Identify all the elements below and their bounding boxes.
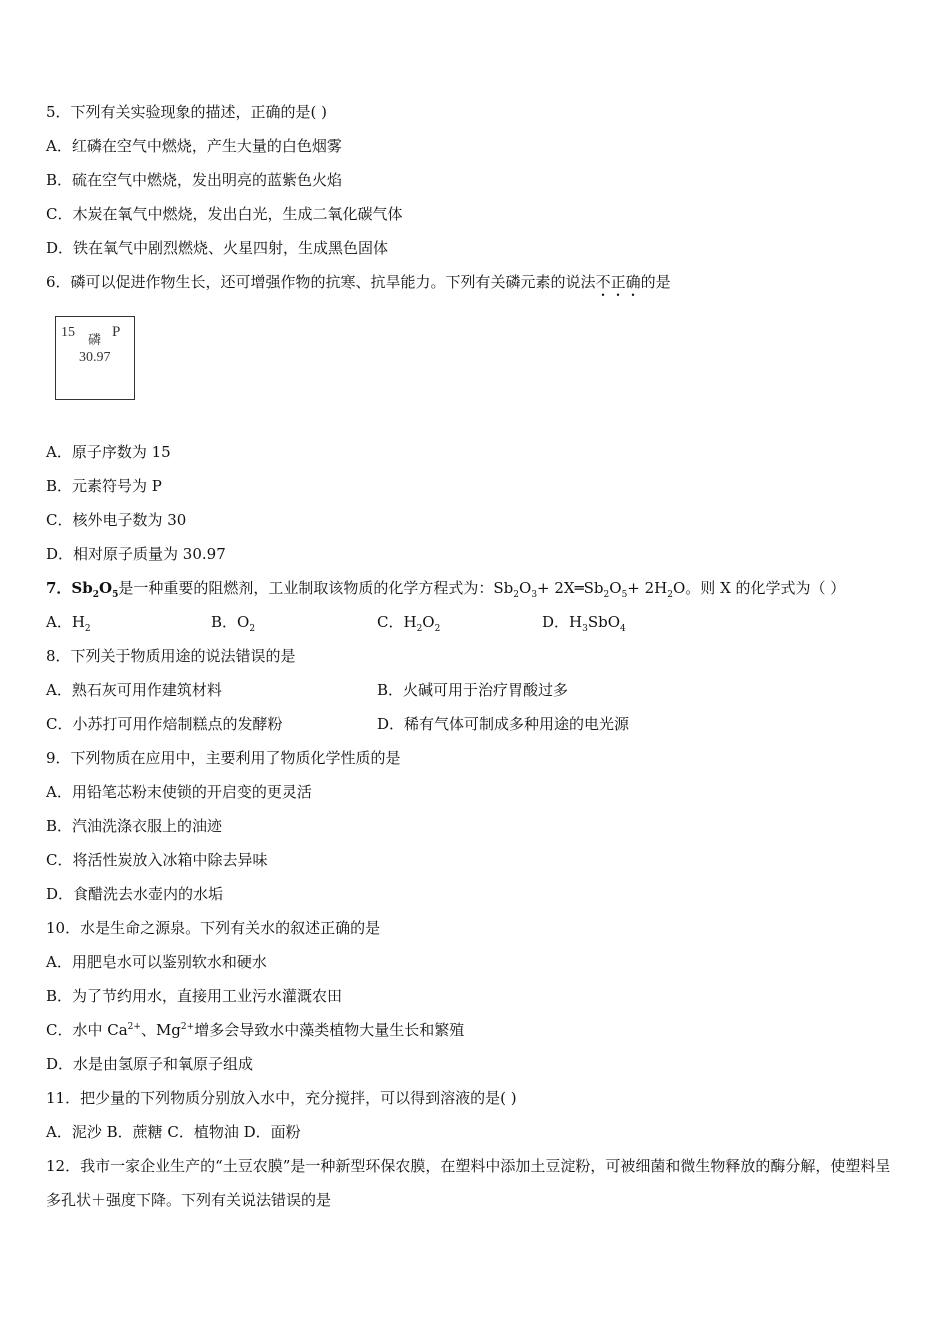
q5-option-c: C．木炭在氧气中燃烧，发出白光，生成二氧化碳气体	[46, 205, 403, 223]
q7-d-text: D．H	[542, 613, 583, 631]
q7-option-b	[211, 612, 255, 632]
q7-part: 7．Sb	[46, 579, 93, 597]
q10-c-sup: 2+	[127, 1022, 141, 1032]
q7-part: + 2X═Sb	[537, 579, 604, 597]
q12-stem: 12．我市一家企业生产的“土豆农膜”是一种新型环保农膜，在塑料中添加土豆淀粉，可被细菌和微生物释放的酶分解，使塑料呈多孔状＋强度下降。下列有关说法错误的是	[46, 1157, 891, 1209]
q9-option-b: B．汽油洗涤衣服上的油迹	[46, 817, 223, 835]
q10-option-d: D．水是由氢原子和氧原子组成	[46, 1055, 254, 1073]
q7-part: O。则 X 的化学式为（ ）	[673, 579, 846, 597]
q8-option-b: B．火碱可用于治疗胃酸过多	[377, 681, 569, 699]
q6-stem-end: 的是	[640, 273, 671, 291]
q5-option-a: A．红磷在空气中燃烧，产生大量的白色烟雾	[46, 137, 342, 155]
q6-option-c: C．核外电子数为 30	[46, 511, 187, 529]
element-card-phosphorus	[55, 316, 135, 400]
q7-part: 是一种重要的阻燃剂，工业制取该物质的化学方程式为：Sb	[118, 579, 514, 597]
q10-c-part: 增多会导致水中藻类植物大量生长和繁殖	[194, 1021, 465, 1039]
q5-stem: 5．下列有关实验现象的描述，正确的是( )	[46, 103, 328, 121]
q8-option-d: D．稀有气体可制成多种用途的电光源	[377, 715, 630, 733]
q7-part: O	[519, 579, 532, 597]
q7-option-a	[46, 612, 91, 632]
q7-stem	[46, 578, 845, 598]
q11-options: A．泥沙 B．蔗糖 C．植物油 D．面粉	[46, 1123, 301, 1141]
q10-c-part: 、Mg	[140, 1021, 181, 1039]
q7-c-text: C．H	[377, 613, 417, 631]
q8-option-c: C．小苏打可用作焙制糕点的发酵粉	[46, 715, 283, 733]
q5-option-b: B．硫在空气中燃烧，发出明亮的蓝紫色火焰	[46, 171, 343, 189]
q6-emphasis: 不正确	[595, 273, 641, 291]
atomic-mass: 30.97	[79, 350, 111, 365]
q9-stem: 9．下列物质在应用中，主要利用了物质化学性质的是	[46, 749, 401, 767]
q7-sub: 2	[667, 590, 673, 600]
q7-sub: 2	[513, 590, 519, 600]
q7-sub: 2	[92, 590, 100, 600]
q7-sub: 5	[112, 590, 119, 600]
q7-sub: 4	[620, 624, 626, 634]
q11-stem: 11．把少量的下列物质分别放入水中，充分搅拌，可以得到溶液的是( )	[46, 1089, 517, 1107]
q7-sub: 2	[603, 590, 610, 600]
q9-option-a: A．用铅笔芯粉末使锁的开启变的更灵活	[46, 783, 312, 801]
q7-option-c	[377, 612, 440, 632]
q9-option-c: C．将活性炭放入冰箱中除去异味	[46, 851, 268, 869]
q9-option-d: D．食醋洗去水壶内的水垢	[46, 885, 224, 903]
q6-option-a: A．原子序数为 15	[46, 443, 171, 461]
q7-part: O	[609, 579, 622, 597]
q7-c-mid: O	[422, 613, 435, 631]
q6-stem-text: 6．磷可以促进作物生长，还可增强作物的抗寒、抗旱能力。下列有关磷元素的说法	[46, 273, 596, 291]
q6-option-d: D．相对原子质量为 30.97	[46, 545, 226, 563]
q6-option-b: B．元素符号为 P	[46, 477, 162, 495]
q7-sub: 3	[582, 624, 588, 634]
q7-sub: 2	[84, 624, 91, 634]
q7-sub: 2	[249, 624, 256, 634]
q8-stem: 8．下列关于物质用途的说法错误的是	[46, 647, 296, 665]
q6-stem	[46, 272, 671, 300]
q7-part: O	[99, 579, 113, 597]
q7-a-text: A．H	[46, 613, 85, 631]
element-symbol: P	[112, 324, 121, 340]
q10-option-b: B．为了节约用水，直接用工业污水灌溉农田	[46, 987, 343, 1005]
q10-option-c	[46, 1020, 464, 1040]
q7-b-text: B．O	[211, 613, 250, 631]
q7-sub: 2	[416, 624, 423, 634]
q10-c-part: C．水中 Ca	[46, 1021, 128, 1039]
q7-sub: 5	[621, 590, 628, 600]
atomic-number: 15	[61, 325, 75, 340]
q7-sub: 3	[531, 590, 538, 600]
q10-c-sup: 2+	[180, 1022, 195, 1032]
q7-d-mid: SbO	[587, 613, 621, 631]
element-name: 磷	[88, 332, 102, 347]
q8-option-a: A．熟石灰可用作建筑材料	[46, 681, 222, 699]
q7-part: + 2H	[627, 579, 668, 597]
q10-stem: 10．水是生命之源泉。下列有关水的叙述正确的是	[46, 919, 381, 937]
q10-option-a: A．用肥皂水可以鉴别软水和硬水	[46, 953, 267, 971]
q5-option-d: D．铁在氧气中剧烈燃烧、火星四射，生成黑色固体	[46, 239, 389, 257]
q7-sub: 2	[434, 624, 441, 634]
q7-option-d	[542, 612, 626, 632]
